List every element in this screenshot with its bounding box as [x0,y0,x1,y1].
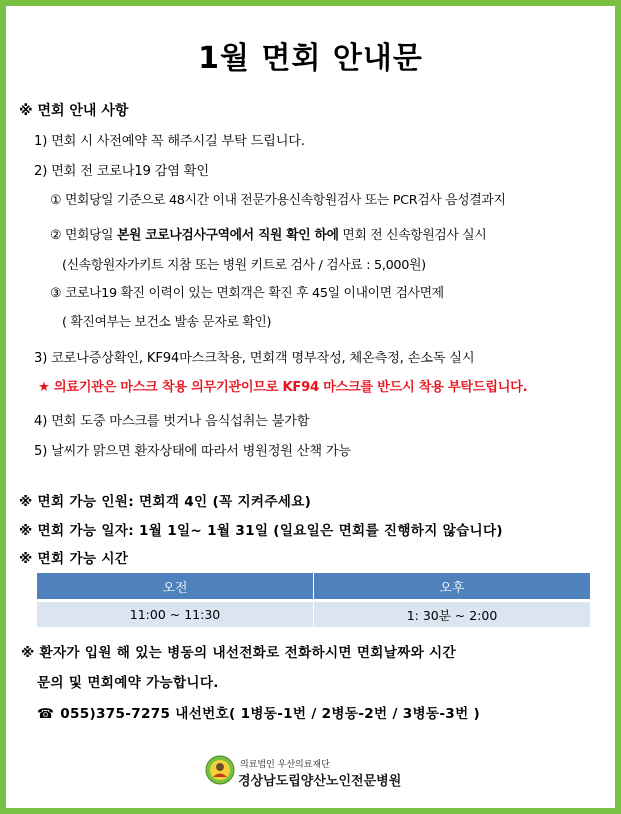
notice-item-5: 5) 날씨가 맑으면 환자상태에 따라서 병원정원 산책 가능 [34,444,351,459]
contact-phone: 055)375-7275 내선번호( 1병동-1번 / 2병동-2번 / 3병동-3번 ) [60,706,481,722]
notice-item-3: 3) 코로나증상확인, KF94마스크착용, 면회객 명부작성, 체온측정, 손소독 실시 [34,351,475,366]
notice-sub-2-pre: ② 면회당일 [50,228,117,243]
phone-icon: ☎ [37,706,55,722]
contact-line-2: 문의 및 면회예약 가능합니다. [37,675,219,691]
contact-phone-line [37,702,480,722]
org-subtitle: 의료법인 우산의료재단 [240,760,330,770]
table-row [37,601,591,628]
visit-dates-rule: ※ 면회 가능 일자: 1월 1일~ 1월 31일 (일요일은 면회를 진행하지 않습니다) [19,523,503,539]
org-name: 경상남도립양산노인전문병원 [238,774,402,789]
morning-time: 11:00 ~ 11:30 [37,601,314,628]
notice-item-1: 1) 면회 시 사전예약 꼭 해주시길 부탁 드립니다. [34,134,305,149]
notice-item-4: 4) 면회 도중 마스크를 벗거나 음식섭취는 불가함 [34,414,310,429]
notice-sub-2-note: (신속항원자가키트 지참 또는 병원 키트로 검사 / 검사료 : 5,000원) [62,258,426,273]
notice-sub-3: ③ 코로나19 확진 이력이 있는 면회객은 확진 후 45일 이내이면 검사면제 [50,286,444,301]
notice-sub-2-post: 면회 전 신속항원검사 실시 [338,228,487,243]
notice-sub-3-note: ( 확진여부는 보건소 발송 문자로 확인) [62,315,272,330]
table-header-row [37,573,591,601]
column-morning: 오전 [37,573,314,601]
visit-time-table [36,572,591,628]
visit-time-header: ※ 면회 가능 시간 [19,551,129,567]
visit-people-rule: ※ 면회 가능 인원: 면회객 4인 (꼭 지켜주세요) [19,494,312,510]
column-afternoon: 오후 [314,573,591,601]
notice-sub-2 [50,224,486,243]
mask-warning: ★ 의료기관은 마스크 착용 의무기관이므로 KF94 마스크를 반드시 착용 부탁드립니다. [38,380,528,395]
section-header: ※ 면회 안내 사항 [19,103,129,119]
hospital-emblem-icon [205,755,235,785]
contact-line-1: ※ 환자가 입원 해 있는 병동의 내선전화로 전화하시면 면회날짜와 시간 [21,645,456,661]
notice-sub-2-bold: 본원 코로나검사구역에서 직원 확인 하에 [116,228,339,243]
notice-item-2: 2) 면회 전 코로나19 감염 확인 [34,164,209,179]
notice-sub-1: ① 면회당일 기준으로 48시간 이내 전문가용신속항원검사 또는 PCR검사 음성결과지 [50,193,506,208]
page-title: 1월 면회 안내문 [198,41,423,76]
afternoon-time: 1: 30분 ~ 2:00 [314,601,591,628]
